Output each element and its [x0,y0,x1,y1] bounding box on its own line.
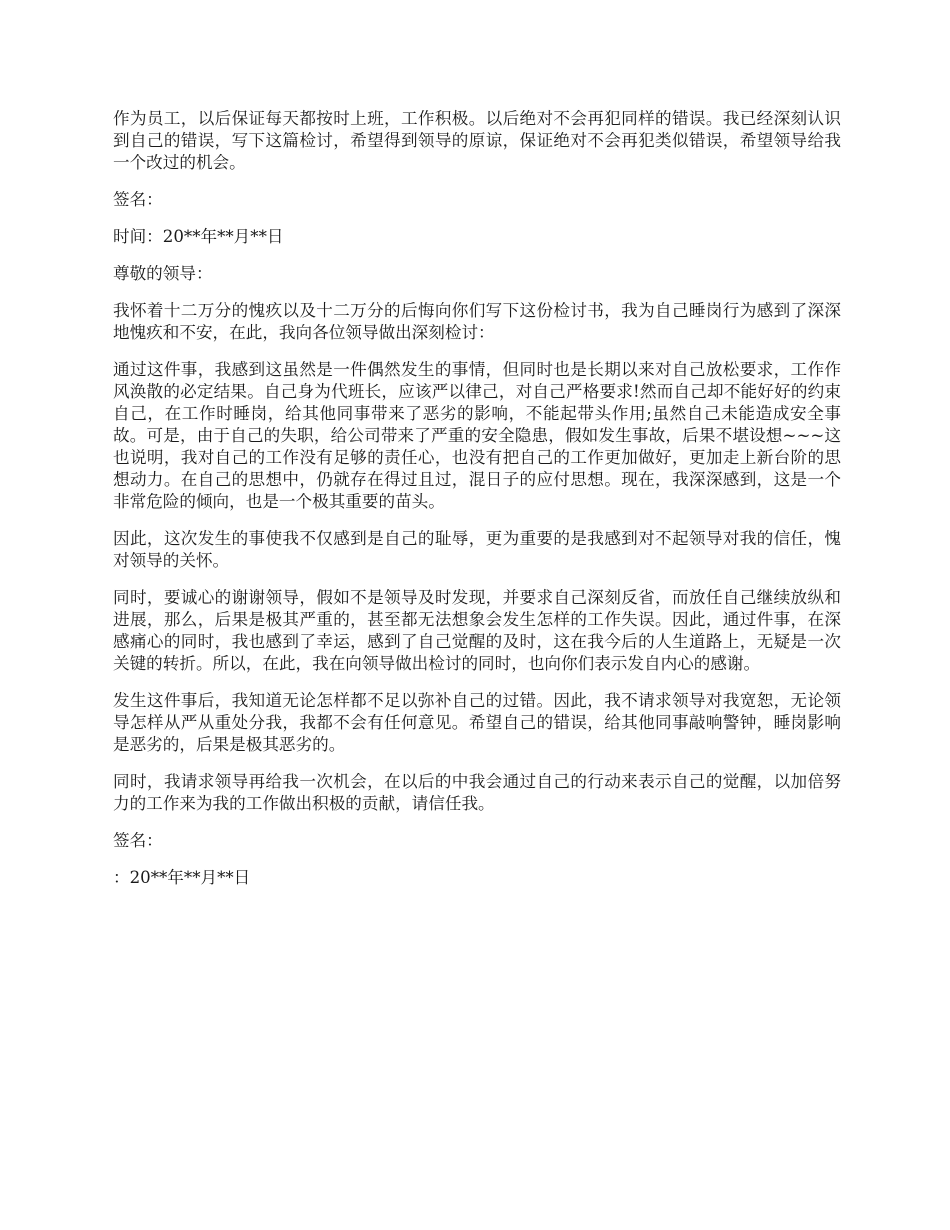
paragraph-acceptance: 发生这件事后，我知道无论怎样都不足以弥补自己的过错。因此，我不请求领导对我宽恕，无论领导怎样从严从重处分我，我都不会有任何意见。希望自己的错误，给其他同事敲响警钟，睡岗影响是恶劣的，后果是极其恶劣的。 [113,691,841,754]
date-line-2: ：20**年**月**日 [113,868,251,887]
signature-line-2: 签名： [113,831,163,850]
paragraph-commitment: 作为员工，以后保证每天都按时上班，工作积极。以后绝对不会再犯同样的错误。我已经深刻认识到自己的错误，写下这篇检讨，希望得到领导的原谅，保证绝对不会再犯类似错误，希望领导给我一个改过的机会。 [113,109,841,172]
document-page [113,108,841,904]
date-line-1: 时间：20**年**月**日 [113,227,284,246]
paragraph-request: 同时，我请求领导再给我一次机会，在以后的中我会通过自己的行动来表示自己的觉醒，以加倍努力的工作来为我的工作做出积极的贡献，请信任我。 [113,772,841,813]
paragraph-shame: 因此，这次发生的事使我不仅感到是自己的耻辱，更为重要的是我感到对不起领导对我的信任，愧对领导的关怀。 [113,529,841,570]
signature-line-1: 签名： [113,190,163,209]
paragraph-reflection: 通过这件事，我感到这虽然是一件偶然发生的事情，但同时也是长期以来对自己放松要求，工作作风涣散的必定结果。自己身为代班长，应该严以律己，对自己严格要求!然而自己却不能好好的约束自己，在工作时睡岗，给其他同事带来了恶劣的影响，不能起带头作用;虽然自己未能造成安全事故。可是，由于自己的失职，给公司带来了严重的安全隐患，假如发生事故，后果不堪设想~~~这也说明，我对自己的工作没有足够的责任心，也没有把自己的工作更加做好，更加走上新台阶的思想动力。在自己的思想中，仍就存在得过且过，混日子的应付思想。现在，我深深感到，这是一个非常危险的倾向，也是一个极其重要的苗头。 [113,360,841,511]
salutation: 尊敬的领导： [113,264,213,283]
paragraph-gratitude: 同时，要诚心的谢谢领导，假如不是领导及时发现，并要求自己深刻反省，而放任自己继续放纵和进展，那么，后果是极其严重的，甚至都无法想象会发生怎样的工作失误。因此，通过件事，在深感痛心的同时，我也感到了幸运，感到了自己觉醒的及时，这在我今后的人生道路上，无疑是一次关键的转折。所以，在此，我在向领导做出检讨的同时，也向你们表示发自内心的感谢。 [113,588,841,673]
paragraph-intro: 我怀着十二万分的愧疚以及十二万分的后悔向你们写下这份检讨书，我为自己睡岗行为感到了深深地愧疚和不安，在此，我向各位领导做出深刻检讨： [113,301,841,342]
